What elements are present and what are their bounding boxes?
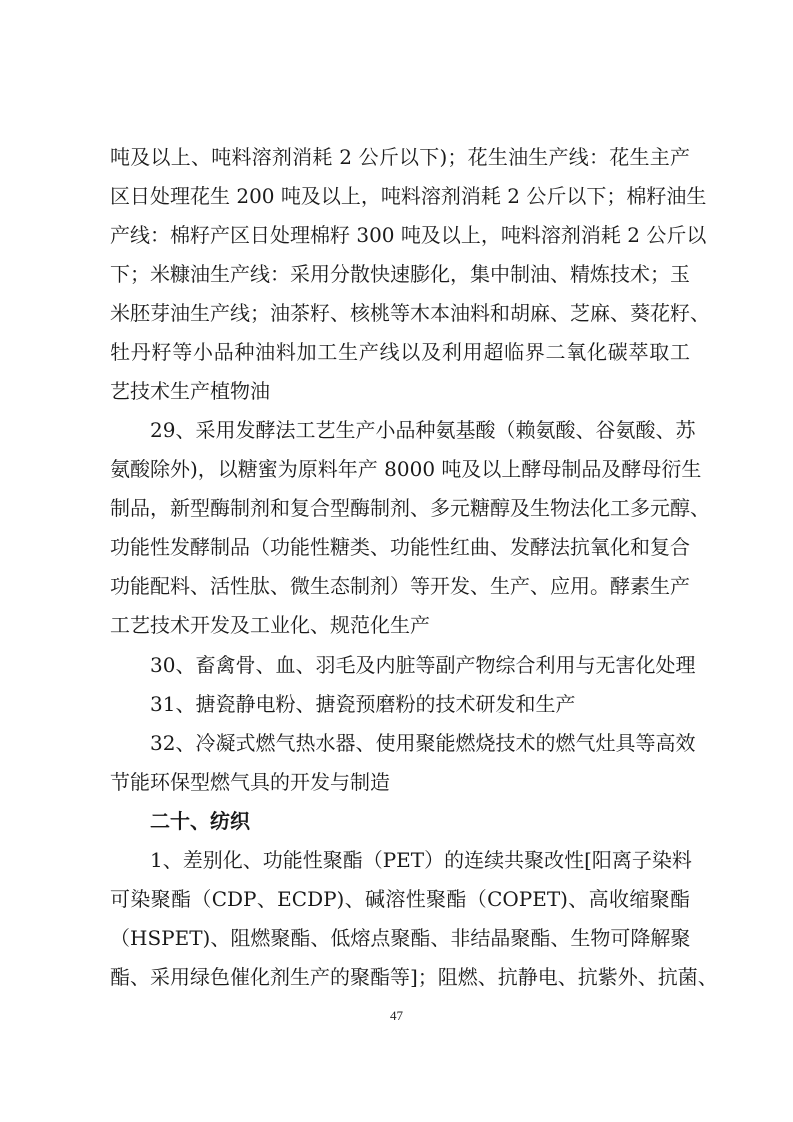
body-text-line: 米胚芽油生产线；油茶籽、核桃等木本油料和胡麻、芝麻、葵花籽、 [110,301,710,325]
page-number: 47 [390,1008,403,1023]
body-text-line: 氨酸除外)，以糖蜜为原料年产 8000 吨及以上酵母制品及酵母衍生 [110,457,702,481]
body-text-line: 艺技术生产植物油 [110,379,270,403]
list-item-31: 31、搪瓷静电粉、搪瓷预磨粉的技术研发和生产 [150,692,576,716]
body-text-line: 吨及以上、吨料溶剂消耗 2 公斤以下)；花生油生产线：花生主产 [110,145,690,169]
section-heading: 二十、纺织 [150,809,250,833]
list-item-29: 29、采用发酵法工艺生产小品种氨基酸（赖氨酸、谷氨酸、苏 [150,418,696,442]
body-text-line: 节能环保型燃气具的开发与制造 [110,770,390,794]
body-text-line: 产线：棉籽产区日处理棉籽 300 吨及以上，吨料溶剂消耗 2 公斤以 [110,223,707,247]
body-text-line: 酯、采用绿色催化剂生产的聚酯等]；阻燃、抗静电、抗紫外、抗菌、 [110,965,718,989]
body-text-line: 功能配料、活性肽、微生态制剂）等开发、生产、应用。酵素生产 [110,574,690,598]
body-text-line: （HSPET)、阻燃聚酯、低熔点聚酯、非结晶聚酯、生物可降解聚 [110,926,691,950]
list-item-32: 32、冷凝式燃气热水器、使用聚能燃烧技术的燃气灶具等高效 [150,731,696,755]
body-text-line: 制品，新型酶制剂和复合型酶制剂、多元糖醇及生物法化工多元醇、 [110,496,710,520]
body-text-line: 工艺技术开发及工业化、规范化生产 [110,613,430,637]
body-text-line: 下；米糠油生产线：采用分散快速膨化，集中制油、精炼技术；玉 [110,262,690,286]
body-text-line: 牡丹籽等小品种油料加工生产线以及利用超临界二氧化碳萃取工 [110,340,690,364]
body-text-line: 可染聚酯（CDP、ECDP)、碱溶性聚酯（COPET)、高收缩聚酯 [110,887,690,911]
body-text-line: 区日处理花生 200 吨及以上，吨料溶剂消耗 2 公斤以下；棉籽油生 [110,184,707,208]
body-text-line: 功能性发酵制品（功能性糖类、功能性红曲、发酵法抗氧化和复合 [110,535,690,559]
list-item-30: 30、畜禽骨、血、羽毛及内脏等副产物综合利用与无害化处理 [150,653,696,677]
list-item-1: 1、差别化、功能性聚酯（PET）的连续共聚改性[阳离子染料 [150,848,692,872]
